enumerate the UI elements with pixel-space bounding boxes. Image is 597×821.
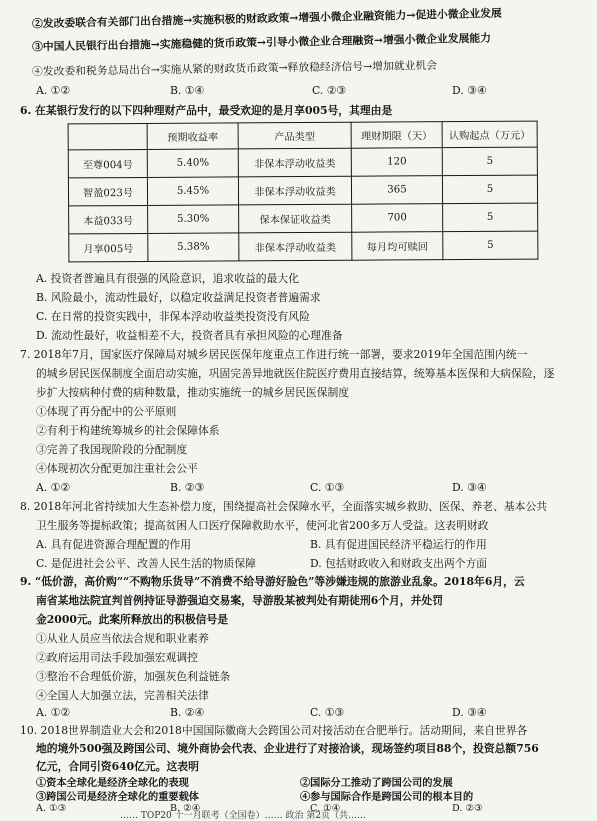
q10-item-3: ③跨国公司是经济全球化的重要载体: [36, 791, 199, 803]
table-cell: 非保本浮动收益类: [238, 148, 351, 177]
table-row: [68, 175, 537, 206]
q5-item-4: ④发改委和税务总局出台→实施从紧的财政货币政策→释放稳经济信号→增加就业机会: [31, 58, 438, 79]
table-row: [69, 231, 538, 262]
q9-item-2: ②政府运用司法手段加强宏观调控: [36, 651, 198, 664]
q10-item-1: ①资本全球化是经济全球化的表现: [36, 777, 189, 789]
q7-option-c: C. ①③: [310, 481, 345, 494]
q10-item-4: ④参与国际合作是跨国公司的根本目的: [300, 791, 474, 803]
table-cell: 5: [443, 203, 538, 232]
table-cell: 700: [352, 204, 443, 233]
q6-option-c: C. 在日常的投资实践中，非保本浮动收益类投资没有风险: [36, 310, 310, 323]
q9-option-b: B. ②④: [170, 706, 205, 719]
q6-option-a: A. 投资者普遍具有很强的风险意识，追求收益的最大化: [36, 272, 299, 285]
q9-item-3: ③整治不合理低价游，加强灰色利益链条: [36, 670, 231, 683]
table-header-cell: 产品类型: [238, 122, 351, 149]
q7-item-4: ④体现初次分配更加注重社会公平: [36, 462, 198, 475]
q9-stem-line-3: 金2000元。此案所释放出的积极信号是: [36, 613, 229, 626]
q10-option-c: C. ①④: [310, 803, 341, 814]
q7-option-d: D. ③④: [452, 481, 487, 494]
q10-item-2: ②国际分工推动了跨国公司的发展: [300, 777, 453, 789]
q5-item-3: ③中国人民银行出台措施→实施稳健的货币政策→引导小微企业合理融资→增强小微企业发展能力: [31, 31, 492, 54]
table-cell: 保本保证收益类: [239, 204, 352, 233]
table-header-cell: [68, 123, 147, 149]
page-footer: …… TOP20 十一月联考（全国卷）…… 政治 第2页（共……: [120, 811, 367, 821]
q10-stem-line-1: 10. 2018世界制造业大会和2018中国国际徽商大会跨国公司对接活动在合肥举行。活动期间，来自世界各: [20, 724, 528, 737]
q7-option-a: A. ①②: [36, 481, 71, 494]
table-cell: 本益033号: [69, 205, 148, 233]
q9-stem-line-1: 9. “低价游，高价购”“不购物乐货导”不消费不给导游好脸色”等涉嫌违规的旅游业乱象。2018年6月，云: [20, 575, 525, 588]
table-cell: 5.38%: [148, 233, 239, 262]
table-row: [68, 147, 537, 178]
q10-option-d: D. ②③: [452, 803, 483, 814]
q6-stem: 6. 在某银行发行的以下四种理财产品中，最受欢迎的是月享005号，其理由是: [20, 104, 393, 117]
q5-option-c: C. ②③: [312, 84, 347, 97]
table-cell: 每月均可赎回: [352, 232, 443, 261]
q9-option-d: D. ③④: [452, 706, 487, 719]
q10-option-b: B. ②④: [170, 803, 201, 814]
table-cell: 非保本浮动收益类: [239, 232, 352, 261]
q7-stem-line-3: 步扩大按病种付费的病种数量，推动实施统一的城乡居民医保制度: [36, 386, 350, 399]
q8-option-b: B. 具有促进国民经济平稳运行的作用: [310, 538, 487, 551]
q8-option-c: C. 是促进社会公平、改善人民生活的物质保障: [36, 557, 256, 570]
q9-option-c: C. ①③: [310, 706, 345, 719]
q6-option-d: D. 流动性最好，收益相差不大，投资者具有承担风险的心理准备: [36, 329, 343, 342]
table-cell: 至尊004号: [68, 149, 147, 177]
table-cell: 5: [442, 147, 537, 176]
q8-stem-line-1: 8. 2018年河北省持续加大生态补偿力度，围绕提高社会保障水平，全面落实城乡救助、医保、养老、基本公共: [20, 500, 548, 513]
table-cell: 5.30%: [148, 205, 239, 234]
table-cell: 智盈023号: [68, 177, 147, 205]
q10-option-a: A. ①③: [36, 803, 67, 814]
table-cell: 5.45%: [147, 177, 238, 206]
product-table: [68, 121, 539, 263]
table-cell: 120: [351, 148, 442, 177]
q7-stem-line-1: 7. 2018年7月，国家医疗保障局对城乡居民医保年度重点工作进行统一部署，要求2019年全国范围内统一: [20, 348, 528, 361]
table-cell: 365: [351, 176, 442, 205]
table-header-cell: 预期收益率: [147, 123, 238, 150]
table-cell: 非保本浮动收益类: [238, 176, 351, 205]
table-header-cell: 理财期限（天）: [351, 122, 442, 149]
q9-item-1: ①从业人员应当依法合规和职业素养: [36, 632, 209, 645]
q10-stem-line-2: 地的境外500强及跨国公司、境外商协会代表、企业进行了对接洽谈，现场签约项目88个，投资总额756: [36, 742, 539, 755]
q9-item-4: ④全国人大加强立法，完善相关法律: [36, 689, 209, 702]
table-cell: 5: [443, 231, 538, 260]
table-header-cell: 认购起点（万元）: [442, 121, 537, 148]
table-row: [69, 203, 538, 234]
q8-option-a: A. 具有促进资源合理配置的作用: [36, 538, 192, 551]
q9-option-a: A. ①②: [36, 706, 71, 719]
q7-item-1: ①体现了再分配中的公平原则: [36, 405, 177, 418]
q7-item-2: ②有利于构建统筹城乡的社会保障体系: [36, 424, 220, 437]
q10-stem-line-3: 亿元，合同引资640亿元。这表明: [36, 760, 199, 773]
table-cell: 5: [442, 175, 537, 204]
table-header-row: [68, 121, 537, 150]
q8-option-d: D. 包括财政收入和财政支出两个方面: [310, 557, 488, 570]
q7-stem-line-2: 的城乡居民医保制度全面启动实施，巩固完善异地就医住院医疗费用直接结算，统筹基本医保和大病保险，逐: [36, 367, 555, 380]
q5-option-b: B. ①④: [170, 84, 205, 97]
q7-item-3: ③完善了我国现阶段的分配制度: [36, 443, 188, 456]
q5-option-d: D. ③④: [452, 84, 487, 97]
q5-item-2: ②发改委联合有关部门出台措施→实施积极的财政政策→增强小微企业融资能力→促进小微企业发展: [31, 6, 502, 31]
q9-stem-line-2: 南省某地法院宣判首例持证导游强迫交易案，导游殷某被判处有期徒刑6个月，并处罚: [36, 594, 443, 607]
q6-option-b: B. 风险最小，流动性最好，以稳定收益满足投资者普遍需求: [36, 291, 321, 304]
table-cell: 5.40%: [147, 149, 238, 178]
table-cell: 月享005号: [69, 233, 148, 261]
q7-option-b: B. ②③: [170, 481, 205, 494]
q5-option-a: A. ①②: [36, 84, 71, 97]
q8-stem-line-2: 卫生服务等提标政策；提高贫困人口医疗保障救助水平，使河北省200多万人受益。这表明财政: [36, 519, 489, 532]
